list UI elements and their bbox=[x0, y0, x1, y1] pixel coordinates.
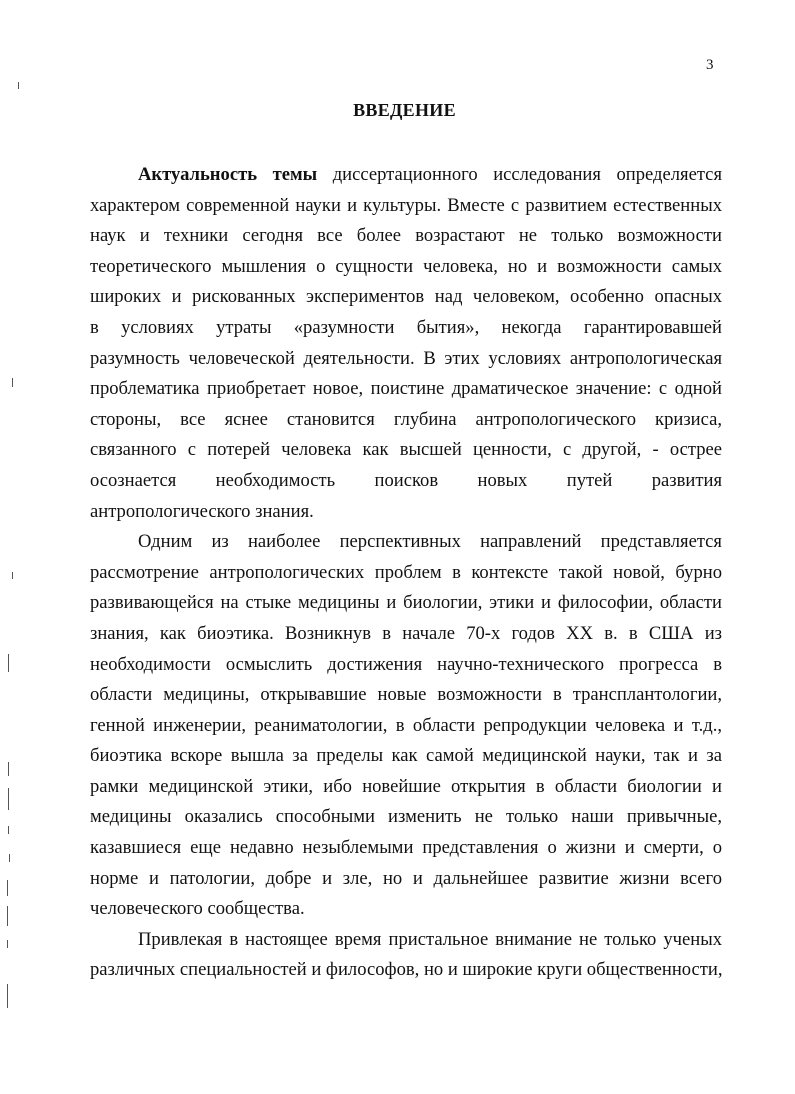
scan-speck bbox=[7, 906, 8, 926]
scan-speck bbox=[7, 940, 8, 948]
text-line: теоретического мышления о сущности человека, но и возможности самых bbox=[90, 255, 722, 277]
paragraph bbox=[90, 925, 722, 986]
scan-speck bbox=[18, 82, 19, 89]
scan-speck bbox=[7, 880, 8, 896]
document-body bbox=[90, 160, 722, 986]
scan-speck bbox=[7, 984, 8, 1008]
text-line: рамки медицинской этики, ибо новейшие открытия в области биологии и bbox=[90, 775, 722, 797]
text-line: человеческого сообщества. bbox=[90, 898, 305, 920]
text-line: Привлекая в настоящее время пристальное внимание не только ученых bbox=[138, 928, 722, 950]
text-line: различных специальностей и философов, но и широкие круги общественности, bbox=[90, 959, 723, 981]
text-line: биоэтика вскоре вышла за пределы как самой медицинской науки, так и за bbox=[90, 745, 722, 767]
scan-speck bbox=[8, 788, 9, 810]
text-line: широких и рискованных экспериментов над человеком, особенно опасных bbox=[90, 286, 722, 308]
text-line: антропологического знания. bbox=[90, 500, 314, 522]
scan-speck bbox=[8, 762, 9, 776]
text-line: характером современной науки и культуры. Вместе с развитием естественных bbox=[90, 194, 722, 216]
bold-term: Актуальность темы bbox=[138, 164, 318, 185]
text-line: области медицины, открывавшие новые возможности в трансплантологии, bbox=[90, 684, 722, 706]
scan-speck bbox=[8, 654, 9, 672]
text-line: генной инженерии, реаниматологии, в области репродукции человека и т.д., bbox=[90, 714, 722, 736]
text-line: рассмотрение антропологических проблем в контексте такой новой, бурно bbox=[90, 561, 722, 583]
text-line: Одним из наиболее перспективных направлений представляется bbox=[138, 531, 722, 553]
text-line: осознается необходимость поисков новых путей развития bbox=[90, 469, 722, 491]
page-number: 3 bbox=[706, 57, 714, 73]
text-line: медицины оказались способными изменить не только наши привычные, bbox=[90, 806, 722, 828]
text-line: необходимости осмыслить достижения научно-технического прогресса в bbox=[90, 653, 722, 675]
text-line: знания, как биоэтика. Возникнув в начале 70-х годов XX в. в США из bbox=[90, 622, 722, 644]
paragraph bbox=[90, 160, 722, 527]
scan-speck bbox=[9, 854, 10, 862]
text-line: в условиях утраты «разумности бытия», некогда гарантировавшей bbox=[90, 316, 722, 338]
text-line: разумность человеческой деятельности. В этих условиях антропологическая bbox=[90, 347, 722, 369]
text-line: стороны, все яснее становится глубина антропологического кризиса, bbox=[90, 408, 722, 430]
scan-speck bbox=[8, 826, 9, 834]
section-title: ВВЕДЕНИЕ bbox=[353, 100, 456, 120]
text-line: казавшиеся еще недавно незыблемыми представления о жизни и смерти, о bbox=[90, 837, 722, 859]
text-line: связанного с потерей человека как высшей ценности, с другой, - острее bbox=[90, 439, 722, 461]
scan-speck bbox=[12, 378, 13, 387]
paragraph bbox=[90, 527, 722, 925]
text-line: наук и техники сегодня все более возрастают не только возможности bbox=[90, 225, 722, 247]
text-line: норме и патологии, добре и зле, но и дальнейшее развитие жизни всего bbox=[90, 867, 722, 889]
scan-speck bbox=[12, 572, 13, 579]
text-line: развивающейся на стыке медицины и биологии, этики и философии, области bbox=[90, 592, 722, 614]
text-line: Актуальность темы диссертационного исследования определяется bbox=[138, 164, 722, 185]
text-line: проблематика приобретает новое, поистине драматическое значение: с одной bbox=[90, 378, 722, 400]
